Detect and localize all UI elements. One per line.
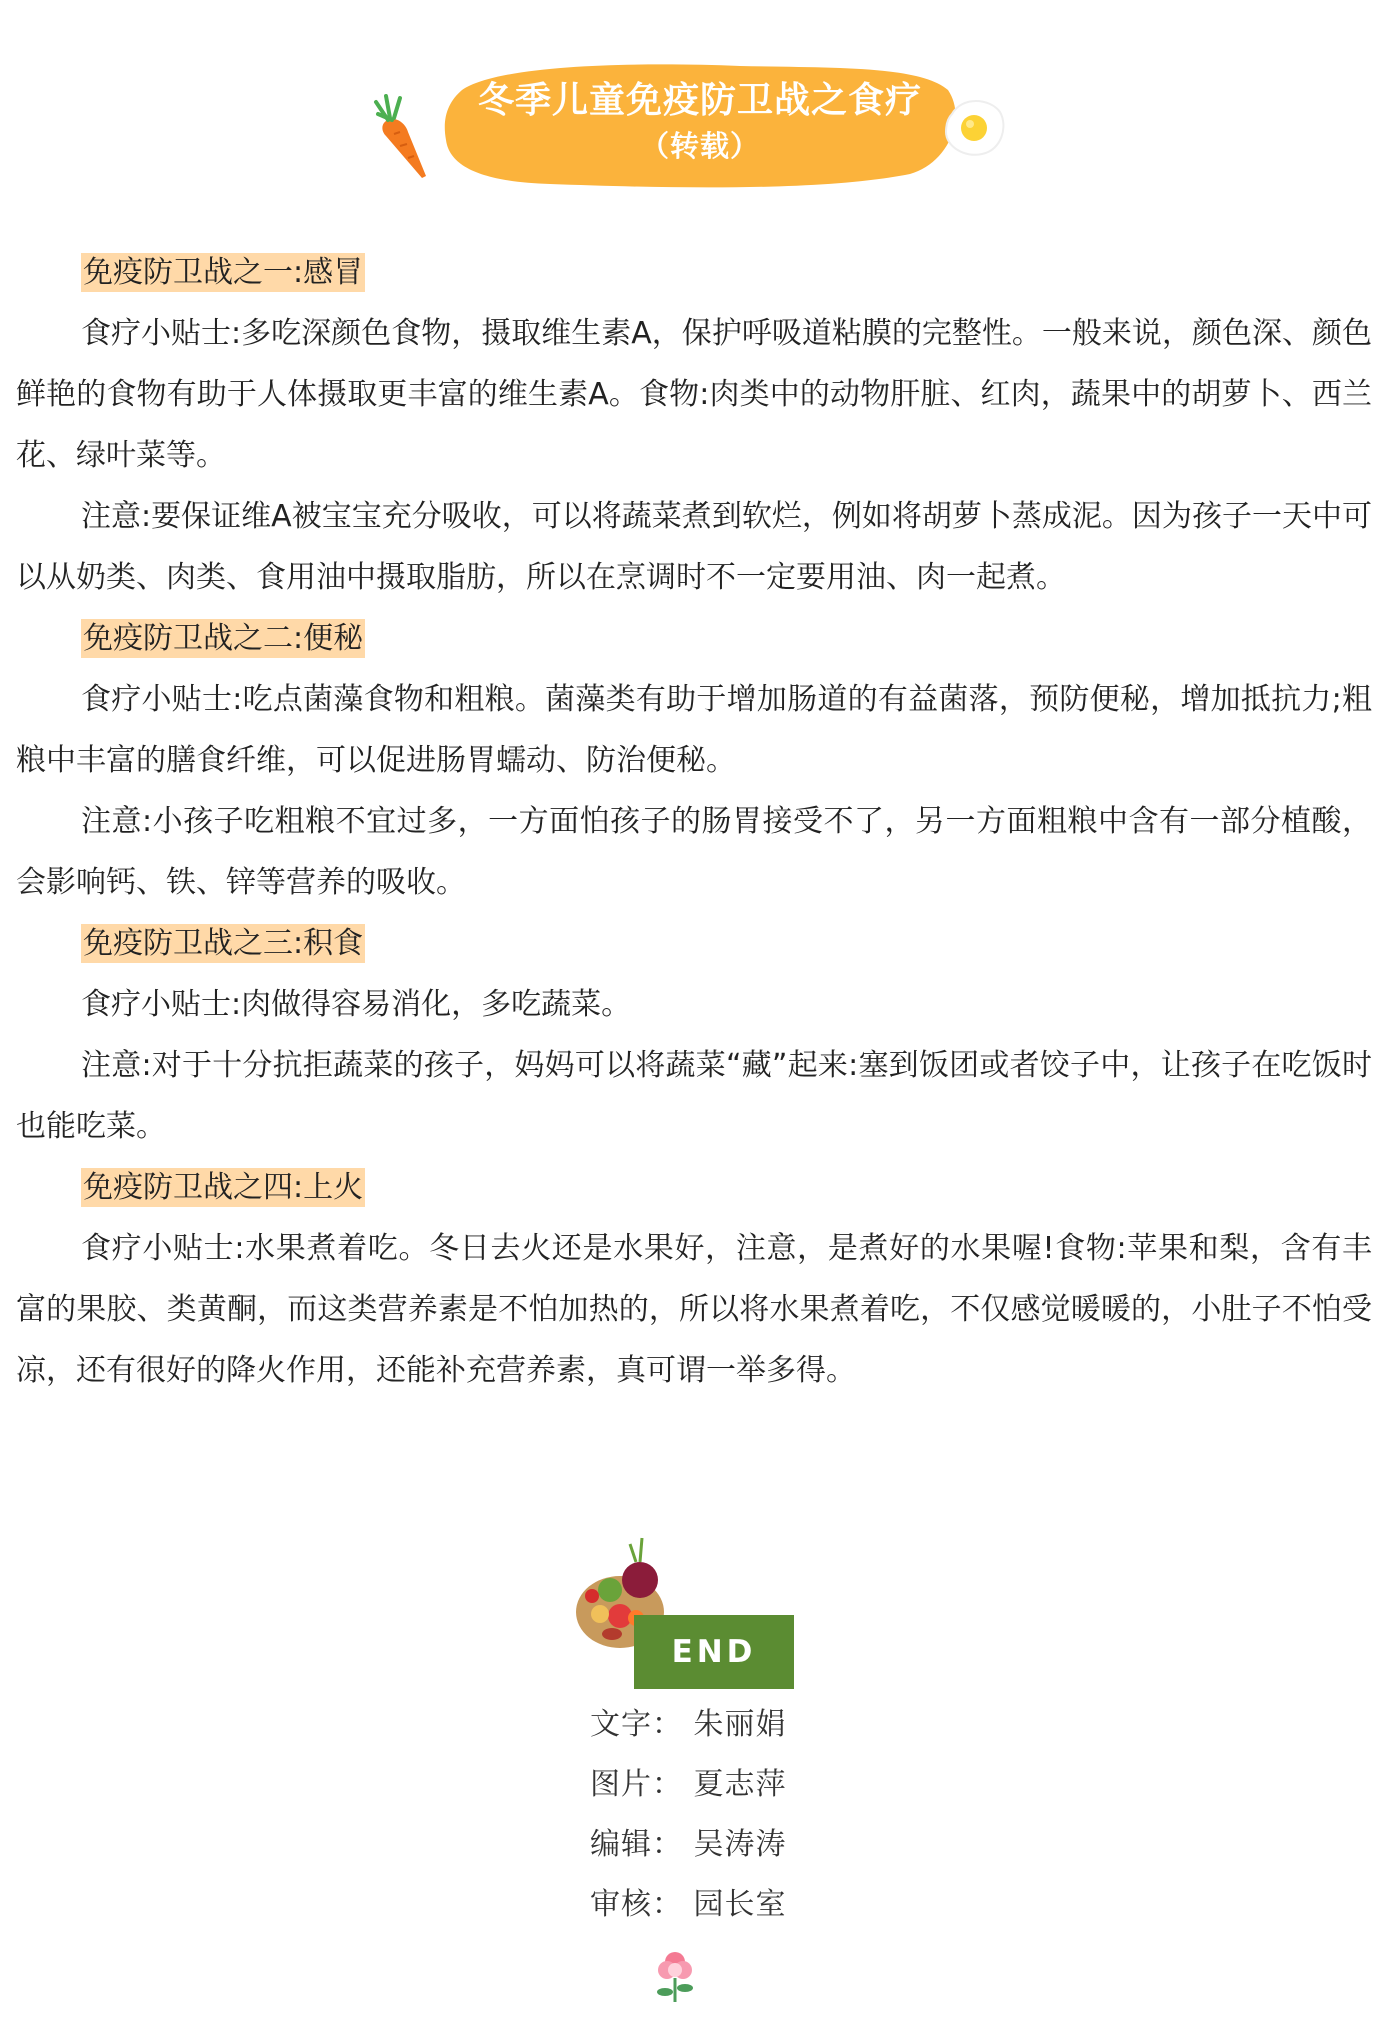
end-badge: END: [634, 1615, 794, 1689]
section-heading: 免疫防卫战之二:便秘: [83, 621, 364, 656]
article-body: [16, 242, 1372, 1401]
fried-egg-icon: [942, 94, 1008, 160]
credit-editor: 编辑： 吴涛涛: [590, 1827, 787, 1862]
section-heading: 免疫防卫战之一:感冒: [83, 255, 364, 290]
paragraph: 食疗小贴士:肉做得容易消化，多吃蔬菜。: [81, 987, 632, 1022]
page-title: 冬季儿童免疫防卫战之食疗: [477, 80, 922, 121]
paragraph: 注意:要保证维A被宝宝充分吸收，可以将蔬菜煮到软烂，例如将胡萝卜蒸成泥。因为孩子一天中可以从奶类、肉类、食用油中摄取脂肪，所以在烹调时不一定要用油、肉一起煮。: [16, 499, 1372, 595]
page-subtitle: （转载）: [639, 129, 760, 163]
credit-photo: 图片： 夏志萍: [590, 1767, 787, 1802]
flower-icon: [645, 1942, 705, 2006]
credit-text: 文字： 朱丽娟: [590, 1707, 787, 1742]
title-banner: [370, 52, 1030, 194]
credit-review: 审核： 园长室: [590, 1887, 787, 1922]
paragraph: 食疗小贴士:吃点菌藻食物和粗粮。菌藻类有助于增加肠道的有益菌落，预防便秘，增加抵抗力;粗粮中丰富的膳食纤维，可以促进肠胃蠕动、防治便秘。: [16, 682, 1372, 778]
section-heading: 免疫防卫战之四:上火: [83, 1170, 364, 1205]
paragraph: 食疗小贴士:多吃深颜色食物，摄取维生素A，保护呼吸道粘膜的完整性。一般来说，颜色深、颜色鲜艳的食物有助于人体摄取更丰富的维生素A。食物:肉类中的动物肝脏、红肉，蔬果中的胡萝卜、西兰花、绿叶菜等。: [16, 316, 1372, 473]
paragraph: 食疗小贴士:水果煮着吃。冬日去火还是水果好，注意，是煮好的水果喔!食物:苹果和梨，含有丰富的果胶、类黄酮，而这类营养素是不怕加热的，所以将水果煮着吃，不仅感觉暖暖的，小肚子不怕受凉，还有很好的降火作用，还能补充营养素，真可谓一举多得。: [16, 1231, 1372, 1388]
paragraph: 注意:对于十分抗拒蔬菜的孩子，妈妈可以将蔬菜“藏”起来:塞到饭团或者饺子中，让孩子在吃饭时也能吃菜。: [16, 1048, 1372, 1144]
credits: [590, 1695, 850, 1935]
carrot-icon: [370, 94, 436, 180]
paragraph: 注意:小孩子吃粗粮不宜过多，一方面怕孩子的肠胃接受不了，另一方面粗粮中含有一部分植酸，会影响钙、铁、锌等营养的吸收。: [16, 804, 1372, 900]
section-heading: 免疫防卫战之三:积食: [83, 926, 364, 961]
